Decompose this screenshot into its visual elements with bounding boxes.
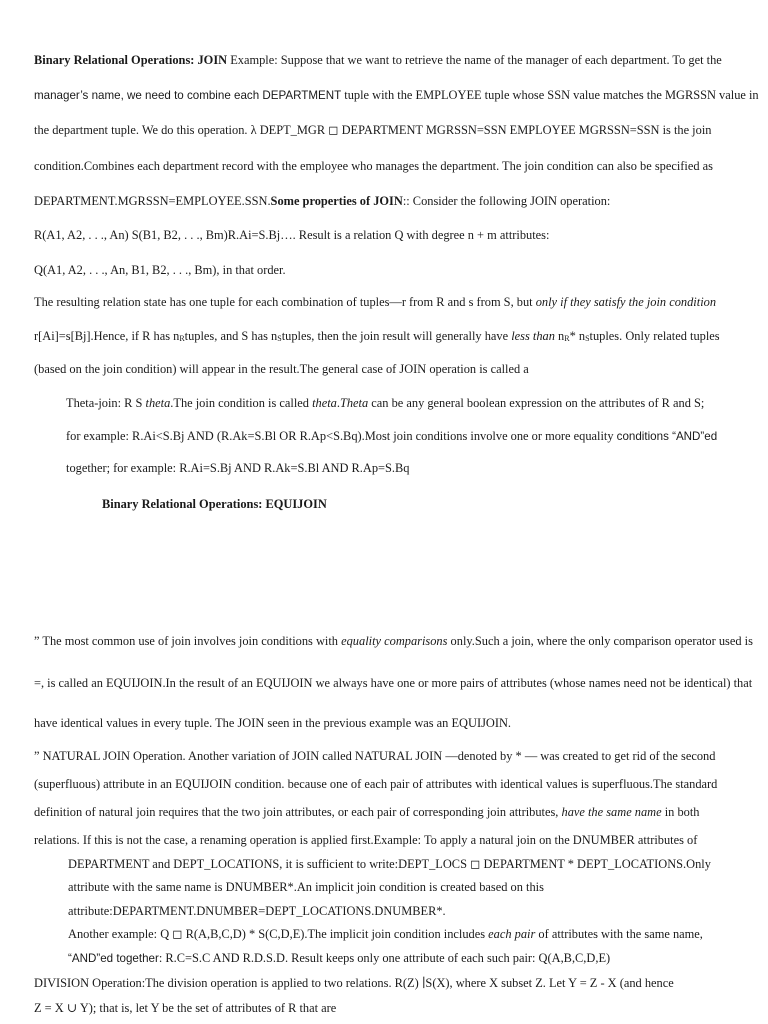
text-run: The resulting relation state has one tuple for each combination of tuples—r from R and s from S, but	[34, 295, 536, 309]
text-run: Theta-join: R S	[66, 396, 146, 410]
text-run: condition.Combines each department record with the employee who manages the department. The join condition can also be specified as	[34, 159, 713, 173]
text-run: DEPARTMENT.MGRSSN=EMPLOYEE.SSN.	[34, 194, 271, 208]
text-line	[34, 776, 758, 792]
bold-text: Binary Relational Operations: EQUIJOIN	[102, 497, 327, 511]
text-line	[66, 460, 758, 476]
text-run: r[Ai]=s[Bj].Hence, if R has n	[34, 329, 180, 343]
text-line	[34, 975, 758, 991]
text-run: :: Consider the following JOIN operation:	[402, 194, 611, 208]
italic-text: equality comparisons	[341, 634, 448, 648]
text-line	[68, 879, 758, 895]
text-line	[34, 633, 758, 649]
text-line	[34, 832, 758, 848]
text-run: only.Such a join, where the only comparison operator used is	[447, 634, 753, 648]
italic-text: each pair	[488, 927, 536, 941]
text-run: have identical values in every tuple. The JOIN seen in the previous example was an EQUIJOIN.	[34, 716, 512, 730]
text-run: definition of natural join requires that the two join attributes, or each pair of corresponding join attributes,	[34, 805, 562, 819]
text-run: ” The most common use of join involves join conditions with	[34, 634, 342, 648]
text-line	[34, 328, 758, 347]
subscript-text: S	[585, 334, 590, 343]
text-line	[34, 262, 758, 278]
text-run: DEPARTMENT and DEPT_LOCATIONS, it is sufficient to write:DEPT_LOCS ◻ DEPARTMENT * DEPT_LOCATIONS.Only	[68, 857, 711, 871]
text-run: =, is called an EQUIJOIN.In the result of an EQUIJOIN we always have one or more pairs of attributes (whose names need not be identical) that	[34, 676, 753, 690]
text-run: Z = X ∪ Y); that is, let Y be the set of attributes of R that are	[34, 1001, 337, 1015]
text-line	[34, 227, 758, 243]
text-line	[34, 52, 758, 68]
text-run: (superfluous) attribute in an EQUIJOIN condition. because one of each pair of attributes with identical values is superfluous.The standard	[34, 777, 718, 791]
bold-text: Some properties of JOIN	[270, 194, 403, 208]
text-line	[34, 361, 758, 377]
text-line	[68, 856, 758, 872]
text-line	[34, 158, 758, 174]
text-run: conditions “AND”ed	[616, 430, 718, 443]
subscript-text: R	[564, 334, 570, 343]
italic-text: only if they satisfy the join condition	[535, 295, 717, 309]
text-run: tuples, then the join result will generally have	[281, 329, 512, 343]
section-heading	[102, 496, 758, 512]
text-line	[66, 395, 758, 411]
text-run: tuples. Only related tuples	[589, 329, 720, 343]
text-run: tuples, and S has n	[184, 329, 278, 343]
text-line	[68, 926, 758, 942]
text-line	[34, 804, 758, 820]
text-run: Q(A1, A2, . . ., An, B1, B2, . . ., Bm), in that order.	[34, 263, 286, 277]
text-line	[34, 1000, 758, 1016]
text-run: * n	[569, 329, 586, 343]
text-run: together; for example: R.Ai=S.Bj AND R.Ak=S.Bl AND R.Ap=S.Bq	[66, 461, 410, 475]
text-line	[34, 675, 758, 691]
italic-text: Theta	[339, 396, 369, 410]
text-line	[34, 122, 758, 138]
italic-text: have the same name	[561, 805, 662, 819]
text-run: attribute:DEPARTMENT.DNUMBER=DEPT_LOCATIONS.DNUMBER*.	[68, 904, 446, 918]
text-run: (based on the join condition) will appear in the result.The general case of JOIN operation is called a	[34, 362, 529, 376]
text-line	[68, 903, 758, 919]
text-run: R(A1, A2, . . ., An) S(B1, B2, . . ., Bm)R.Ai=S.Bj…. Result is a relation Q with degree n + m attributes:	[34, 228, 550, 242]
text-line	[34, 715, 758, 731]
italic-text: less than	[511, 329, 555, 343]
text-line	[34, 87, 758, 104]
text-run: of attributes with the same name,	[535, 927, 703, 941]
text-line	[68, 950, 758, 967]
text-run: manager’s name, we need to combine each DEPARTMENT	[34, 89, 342, 102]
text-run: the department tuple. We do this operation. λ DEPT_MGR ◻ DEPARTMENT MGRSSN=SSN EMPLOYEE MGRSSN=SSN is the join	[34, 123, 712, 137]
text-run: ” NATURAL JOIN Operation. Another variation of JOIN called NATURAL JOIN —denoted by * — was created to get rid of the second	[34, 749, 716, 763]
text-run: tuple with the EMPLOYEE tuple whose SSN value matches the MGRSSN value in	[341, 88, 759, 102]
text-run: DIVISION Operation:The division operation is applied to two relations. R(Z) ∣S(X), where X subset Z. Let Y = Z - X (and hence	[34, 976, 674, 990]
text-run: “AND”ed together	[68, 952, 159, 965]
text-run: relations. If this is not the case, a renaming operation is applied first.Example: To apply a natural join on the DNUMBER attributes of	[34, 833, 698, 847]
text-run: Another example: Q ◻ R(A,B,C,D) * S(C,D,E).The implicit join condition includes	[68, 927, 489, 941]
text-run: n	[554, 329, 565, 343]
italic-text: theta	[312, 396, 337, 410]
text-line	[34, 294, 758, 310]
text-line	[34, 748, 758, 764]
text-run: Example: Suppose that we want to retrieve the name of the manager of each department. To get the	[227, 53, 722, 67]
text-run: can be any general boolean expression on the attributes of R and S;	[368, 396, 705, 410]
text-run: for example: R.Ai<S.Bj AND (R.Ak=S.Bl OR R.Ap<S.Bq).Most join conditions involve one or more equality	[66, 429, 617, 443]
bold-text: Binary Relational Operations: JOIN	[34, 53, 228, 67]
text-run: : R.C=S.C AND R.D.S.D. Result keeps only one attribute of each such pair: Q(A,B,C,D,E)	[158, 951, 611, 965]
text-run: .	[336, 396, 340, 410]
text-line	[34, 193, 758, 209]
text-line	[66, 428, 758, 445]
subscript-text: S	[277, 334, 282, 343]
text-run: attribute with the same name is DNUMBER*.An implicit join condition is created based on this	[68, 880, 544, 894]
text-run: .The join condition is called	[170, 396, 313, 410]
text-run: in both	[661, 805, 700, 819]
italic-text: theta	[145, 396, 171, 410]
subscript-text: R	[179, 334, 185, 343]
